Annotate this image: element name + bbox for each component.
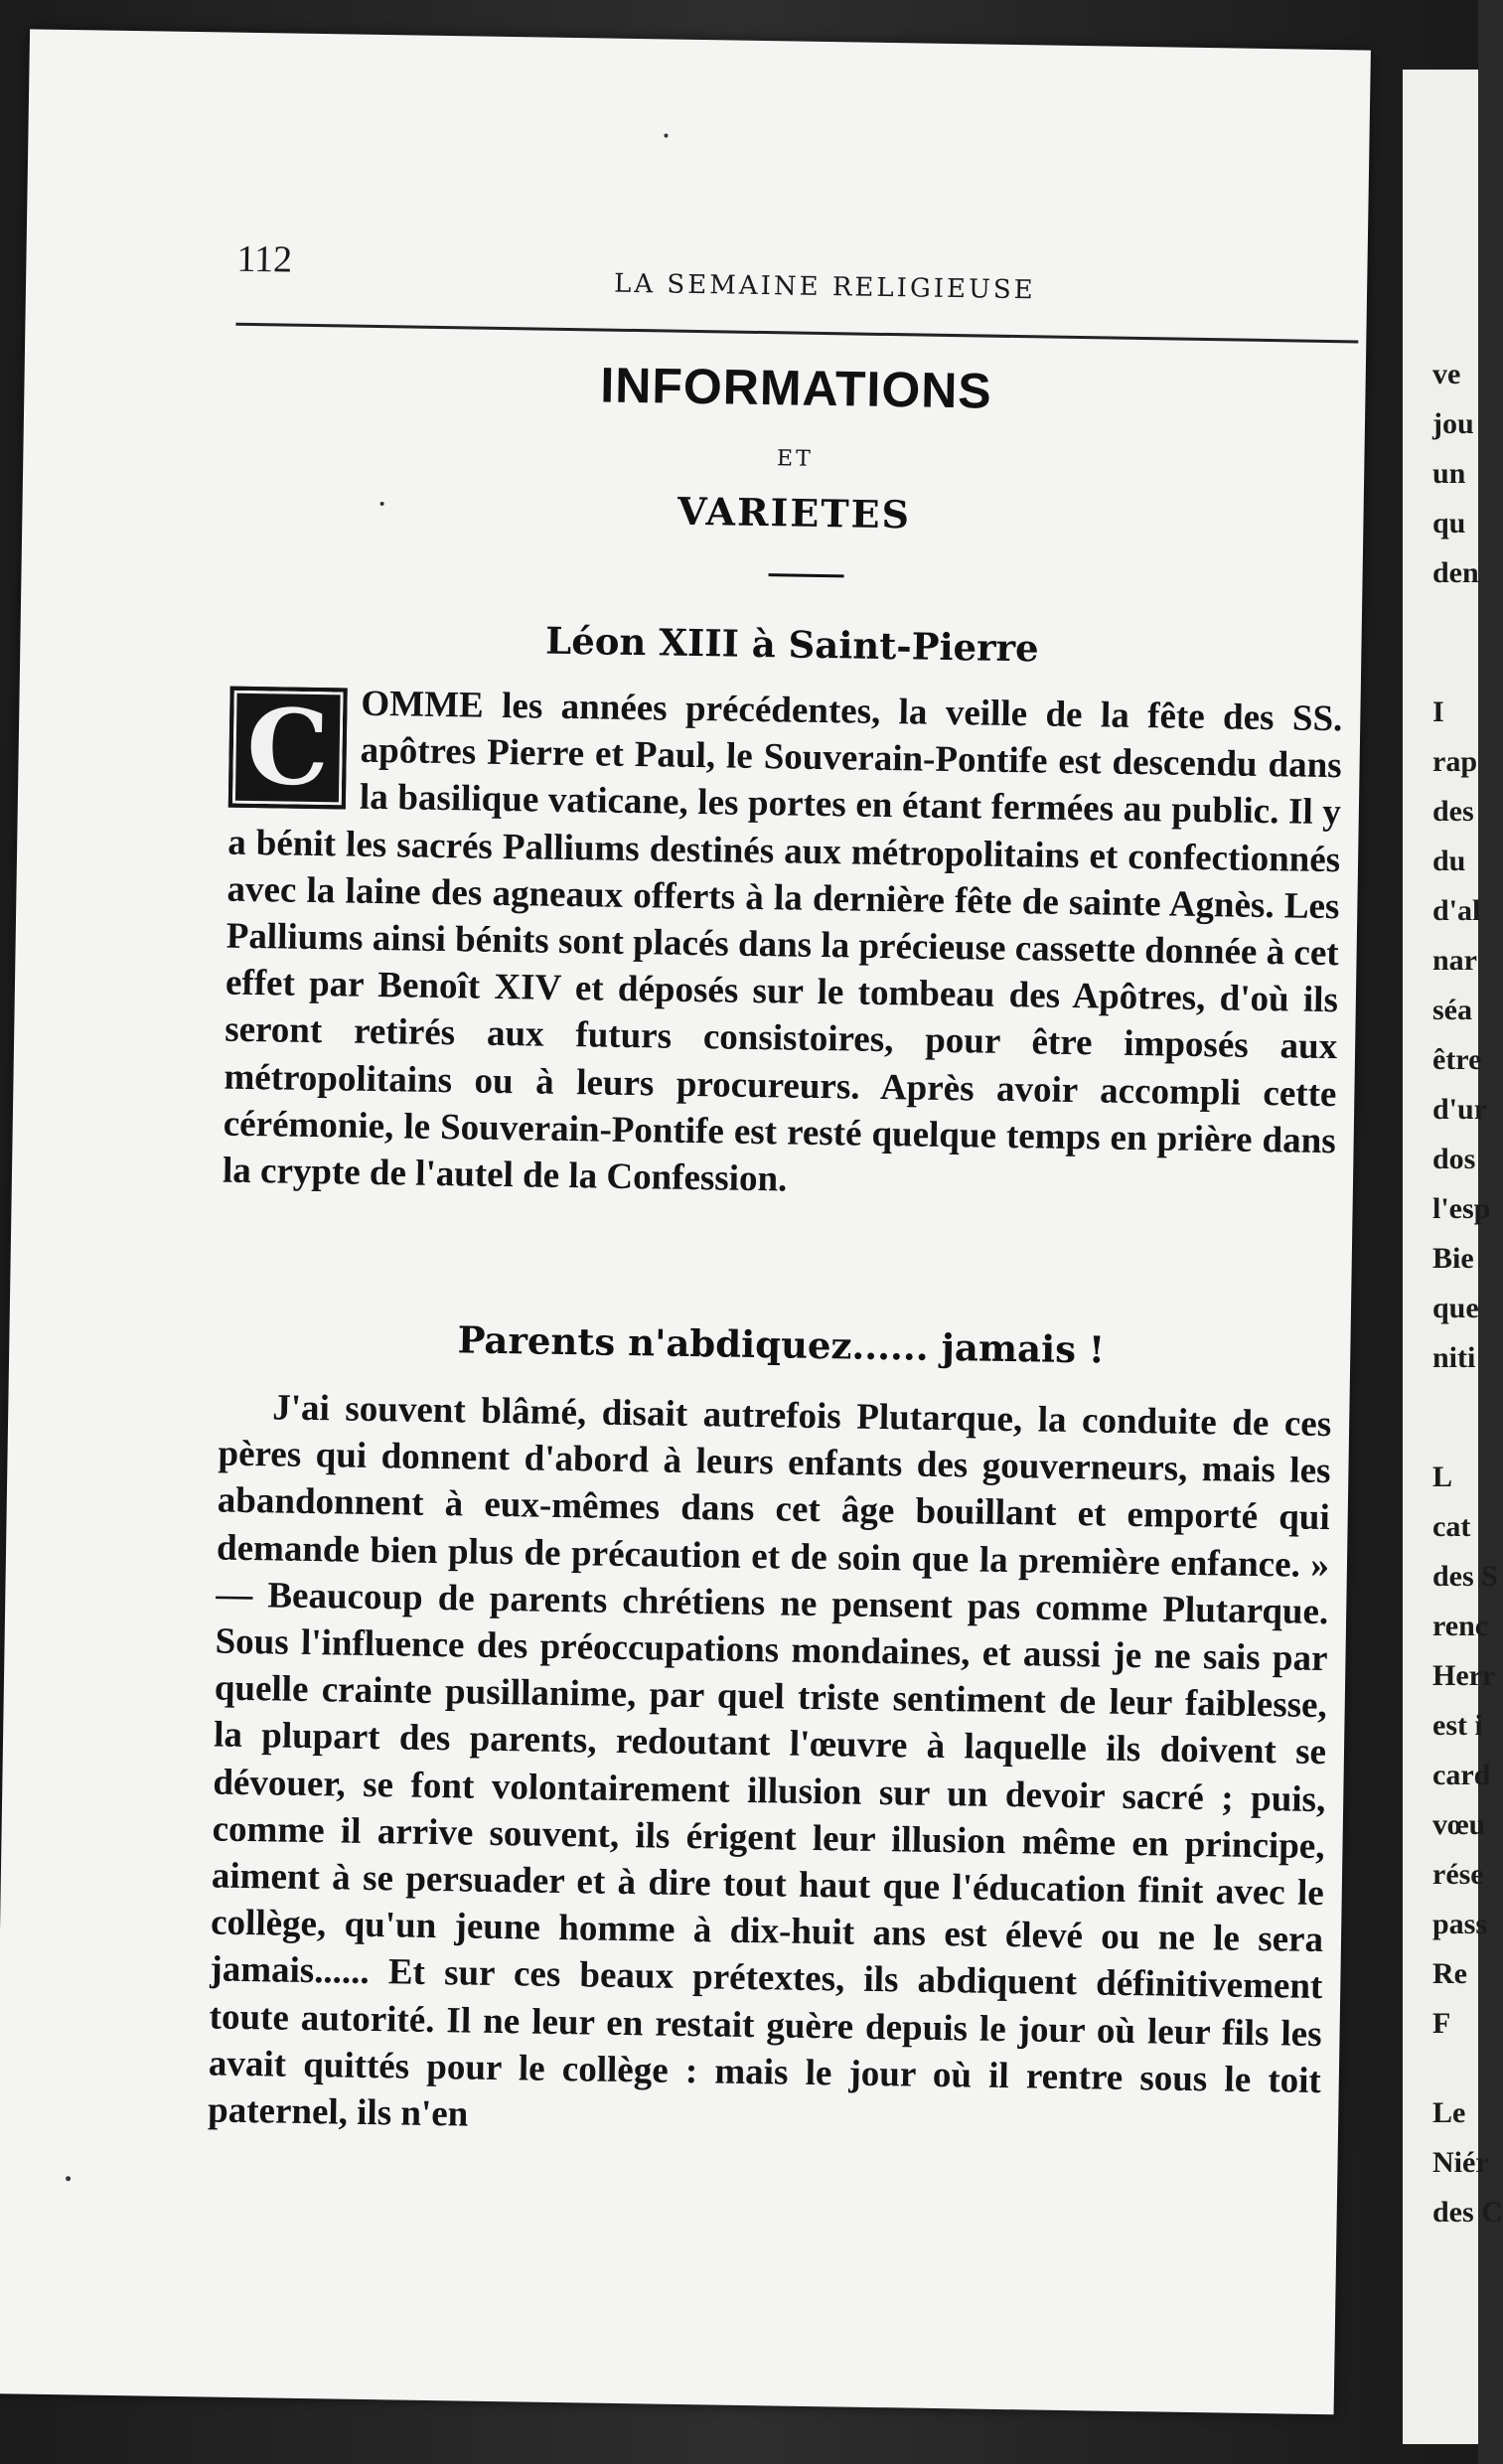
adjacent-page-fragment: dos [1432,1143,1476,1175]
adjacent-page-fragment: est i [1432,1709,1483,1742]
article-body-parents: J'ai souvent blâmé, disait autrefois Plutarque, la conduite de ces pères qui donnent d'abord à leurs enfants des gouverneurs, mais les abandonnent à eux-mêmes dans cet âge bouillant et emporté qui demande bien plus de précaution et de soin que la première enfance. » — Beaucoup de parents chrétiens ne pensent pas comme Plutarque. Sous l'influence des préoccupations mondaines, et aussi je ne sais par quelle crainte pusillanime, par quel triste sentiment de leur faiblesse, la plupart des parents, redoutant l'œuvre à laquelle ils doivent se dévouer, se font volontairement illusion sur un devoir sacré ; puis, comme il arrive souvent, ils érigent leur illusion même en principe, aiment à se persuader et à dire tout haut que l'éducation finit avec le collège, qu'un jeune homme à dix-huit ans est élevé ou ne le sera jamais...... Et sur ces beaux prétextes, ils abdiquent définitivement toute autorité. Il ne leur en restait guère depuis le jour où leur fils les avait quittés pour le collège : mais le jour où il rentre sous le toit paternel, ils n'en [207,1387,1332,2135]
adjacent-page-fragment: des [1432,795,1474,828]
scan-speck [66,2176,71,2181]
adjacent-page-edge [1403,70,1503,2444]
adjacent-page-fragment: d'al [1432,894,1481,927]
adjacent-page-fragment: I [1432,695,1444,728]
adjacent-page-fragment: séa [1432,994,1472,1026]
article-paragraph: OMME les années précédentes, la veille de la fête des SS. apôtres Pierre et Paul, le Souverain-Pontife est descendu dans la basilique vaticane, les portes en étant fermées au public. Il y a bénit les sacrés Palliums destinés aux métropolitains et confectionnés avec la laine des agneaux offerts à la dernière fête de sainte Agnès. Les Palliums ainsi bénits sont placés dans la précieuse cassette donnée à cet effet par Benoît XIV et déposés sur le tombeau des Apôtres, d'où ils seront retirés aux futurs consistoires, pour être imposés aux métropolitains ou à leurs procureurs. Après avoir accompli cette cérémonie, le Souverain-Pontife est resté quelque temps en prière dans la crypte de l'autel de la Confession. [222,683,1343,1200]
adjacent-page-fragment: un [1432,457,1466,490]
heading-conjunction: ET [776,446,814,472]
decorated-initial: C [228,687,348,810]
adjacent-page-fragment: den [1432,556,1479,589]
adjacent-page-fragment: Niér [1432,2146,1489,2179]
adjacent-page-fragment: rése [1432,1858,1484,1891]
adjacent-page-fragment: F [1432,2007,1451,2040]
adjacent-page-fragment: cat [1432,1510,1471,1543]
article-title-parents: Parents n'abdiquez...... jamais ! [457,1317,1106,1372]
adjacent-page-fragment: d'ur [1432,1093,1488,1126]
adjacent-page-fragment: l'esp [1432,1192,1491,1225]
adjacent-page-fragment: rap [1432,745,1477,778]
running-head: LA SEMAINE RELIGIEUSE [613,268,1036,306]
adjacent-page-fragment: ve [1432,358,1461,390]
page-header [235,231,1359,344]
adjacent-page-fragment: être [1432,1043,1482,1076]
adjacent-page-fragment: renc [1432,1610,1489,1642]
heading-divider [769,573,844,577]
adjacent-page-fragment: du [1432,845,1466,877]
section-subheading: VARIETES [676,488,912,538]
adjacent-page-fragment: card [1432,1759,1491,1791]
page-number: 112 [236,237,293,281]
adjacent-page-fragment: Herr [1432,1659,1496,1692]
document-page [0,29,1371,2414]
adjacent-page-fragment: Le [1432,2096,1466,2129]
adjacent-page-fragment: jou [1432,407,1474,440]
adjacent-page-fragment: nar [1432,944,1477,977]
scan-speck [380,502,384,506]
adjacent-page-fragment: Re [1432,1957,1467,1990]
adjacent-page-fragment: niti [1432,1341,1476,1374]
adjacent-page-fragment: que [1432,1292,1479,1324]
adjacent-page-fragment: pass [1432,1908,1488,1940]
adjacent-page-fragment: vœu [1432,1808,1486,1841]
section-heading: INFORMATIONS [599,357,993,419]
adjacent-page-fragment: Bie [1432,1242,1474,1275]
adjacent-page-fragment: qu [1432,507,1466,539]
adjacent-page-fragment: L [1432,1461,1453,1493]
adjacent-page-fragment: des S [1432,1560,1498,1593]
article-body-leon-xiii [223,679,1343,1212]
adjacent-page-fragment: des C [1432,2196,1503,2229]
scan-speck [664,133,668,137]
article-title-leon-xiii: Léon XIII à Saint-Pierre [544,618,1039,671]
